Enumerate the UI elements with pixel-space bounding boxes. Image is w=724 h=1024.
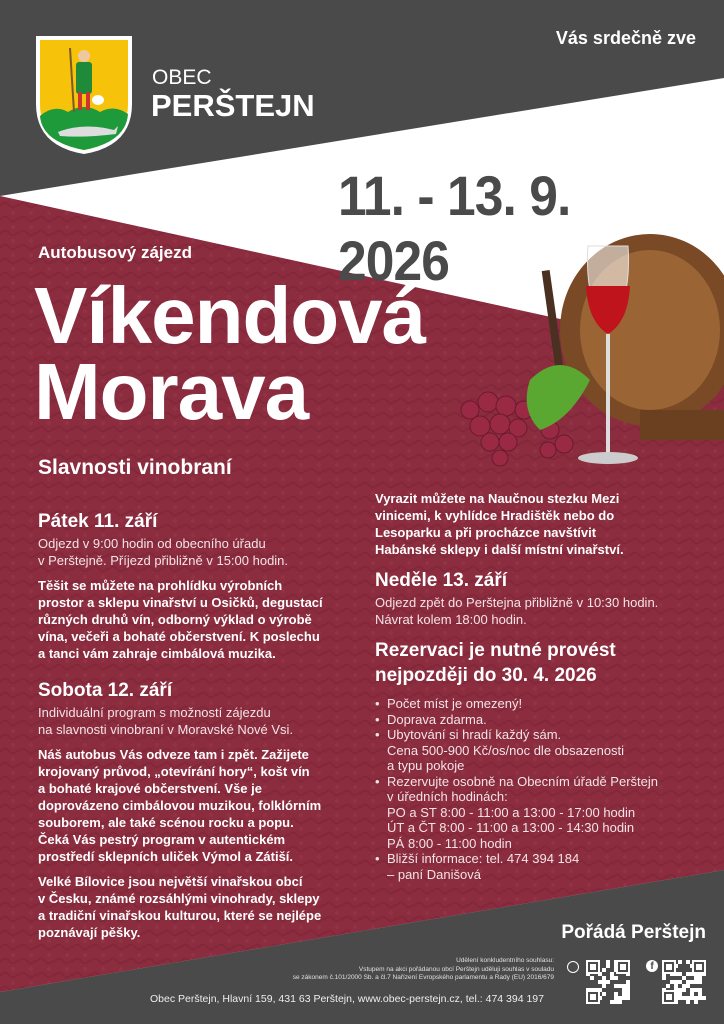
event-date: 11. - 13. 9. 2026 <box>338 164 571 292</box>
consent-line: Vstupem na akci pořádanou obcí Perštejn uděluji souhlas v souladu <box>358 965 554 973</box>
consent-line: se zákonem č.101/2000 Sb. a čl.7 Nařízení Evropského parlamentu a Rady (EU) 2016/679 <box>292 974 554 981</box>
consent-notice <box>293 957 554 983</box>
saturday-text-line: Čeká Vás pestrý program v autentickém <box>38 832 286 847</box>
trail-text-line: vinicemi, k vyhlídce Hradištěk nebo do <box>375 508 615 523</box>
consent-line: Udělení konkludentního souhlasu: <box>456 957 554 964</box>
saturday-heading: Sobota 12. září <box>38 680 173 701</box>
sunday-heading: Neděle 13. září <box>375 570 508 591</box>
saturday-section <box>38 679 368 941</box>
right-column <box>375 490 720 882</box>
saturday-info-line: Individuální program s možností zájezdu <box>38 705 271 720</box>
saturday-text-line: krojovaný průvod, „otevírání hory“, košt vín <box>38 764 310 779</box>
trail-text-line: Lesoparku a při procházce navštívit <box>375 525 597 540</box>
facebook-qr-code[interactable] <box>662 960 706 1009</box>
bilovice-text-line: poznávají pěšky. <box>38 925 141 940</box>
invite-text: Vás srdečně zve <box>555 28 696 48</box>
website-qr-code[interactable] <box>586 960 630 1009</box>
bilovice-text-line: v Česku, známé rozsáhlými vinohrady, sklepy <box>38 891 320 906</box>
reservation-item-line: a typu pokoje <box>387 758 465 773</box>
reservation-list <box>375 696 720 882</box>
footer-address: Obec Perštejn, Hlavní 159, 431 63 Perštejn, www.obec-perstejn.cz, tel.: 474 394 197 <box>150 993 544 1005</box>
saturday-text-line: doprovázeno cimbálovou muzikou, folklórním <box>38 798 322 813</box>
bilovice-text-line: Velké Bílovice jsou největší vinařskou obcí <box>38 874 303 889</box>
friday-text-line: Těšit se můžete na prohlídku výrobních <box>38 578 283 593</box>
friday-text-line: a tanci vám zahraje cimbálová muzika. <box>38 646 276 661</box>
trail-text-line: Habánské sklepy i další místní vinařství. <box>375 542 624 557</box>
reservation-item-line: • Rezervujte osobně na Obecním úřadě Perštejn <box>387 773 658 789</box>
saturday-text-line: prostředí sklepních uliček Výmol a Zátiší. <box>38 849 294 864</box>
reservation-item-line: PO a ST 8:00 - 11:00 a 13:00 - 17:00 hodin <box>387 804 636 820</box>
reservation-item-line: PÁ 8:00 - 11:00 hodin <box>387 835 512 851</box>
globe-icon <box>567 961 579 973</box>
reservation-item-line: • Bližší informace: tel. 474 394 184 <box>387 851 580 866</box>
org-label-big: PERŠTEJN <box>151 88 315 123</box>
org-label-small: OBEC <box>152 66 212 89</box>
friday-text-line: různých druhů vín, odborný výklad o výrobě <box>38 612 312 627</box>
reservation-item <box>375 727 720 774</box>
trail-text-line: Vyrazit můžete na Naučnou stezku Mezi <box>375 491 620 506</box>
reservation-heading-line: Rezervaci je nutné provést <box>375 640 616 661</box>
saturday-text-line: a bohaté krajové občerstvení. Vše je <box>38 781 262 796</box>
reservation-item-line: ÚT a ČT 8:00 - 11:00 a 13:00 - 14:30 hodin <box>387 820 635 835</box>
title-line-1: Víkendová <box>34 271 426 360</box>
reservation-item <box>375 696 720 712</box>
reservation-heading-line: nejpozději do 30. 4. 2026 <box>375 665 597 686</box>
trip-kicker: Autobusový zájezd <box>38 243 192 262</box>
wine-barrel-illustration <box>440 230 724 480</box>
coat-of-arms-logo <box>34 34 134 156</box>
reservation-item-line: v úředních hodinách: <box>387 789 508 804</box>
reservation-item <box>375 851 720 882</box>
subtitle: Slavnosti vinobraní <box>38 456 232 479</box>
reservation-heading <box>375 638 720 688</box>
reservation-item-line: • Ubytování si hradí každý sám. <box>387 727 562 742</box>
saturday-text-line: Náš autobus Vás odveze tam i zpět. Zažijete <box>38 747 309 762</box>
friday-text-line: prostor a sklepu vinařství u Osičků, degustací <box>38 595 323 610</box>
reservation-item-line: – paní Danišová <box>387 866 481 882</box>
friday-section <box>38 510 368 662</box>
friday-info-line: Odjezd v 9:00 hodin od obecního úřadu <box>38 536 266 551</box>
friday-info-line: v Perštejně. Příjezd přibližně v 15:00 hodin. <box>38 553 289 568</box>
reservation-item-line: Cena 500-900 Kč/os/noc dle obsazenosti <box>387 742 625 758</box>
title-line-2: Morava <box>34 347 309 436</box>
friday-heading: Pátek 11. září <box>38 511 158 532</box>
saturday-info-line: na slavnosti vinobraní v Moravské Nové Vsi. <box>38 722 294 737</box>
organizer-label: Pořádá Perštejn <box>561 922 706 943</box>
friday-text-line: vína, večeři a bohaté občerstvení. K poslechu <box>38 629 320 644</box>
reservation-item-line: • Počet míst je omezený! <box>387 696 523 711</box>
sunday-info-line: Návrat kolem 18:00 hodin. <box>375 612 527 627</box>
bilovice-text-line: a tradiční vinařskou kulturou, které se nejlépe <box>38 908 322 923</box>
sunday-info-line: Odjezd zpět do Perštejna přibližně v 10:30 hodin. <box>375 595 659 610</box>
reservation-item <box>375 774 720 852</box>
facebook-icon: f <box>646 960 658 972</box>
reservation-item-line: • Doprava zdarma. <box>387 711 487 727</box>
reservation-item <box>375 712 720 728</box>
saturday-text-line: souborem, ale také scénou rocku a popu. <box>38 815 294 830</box>
